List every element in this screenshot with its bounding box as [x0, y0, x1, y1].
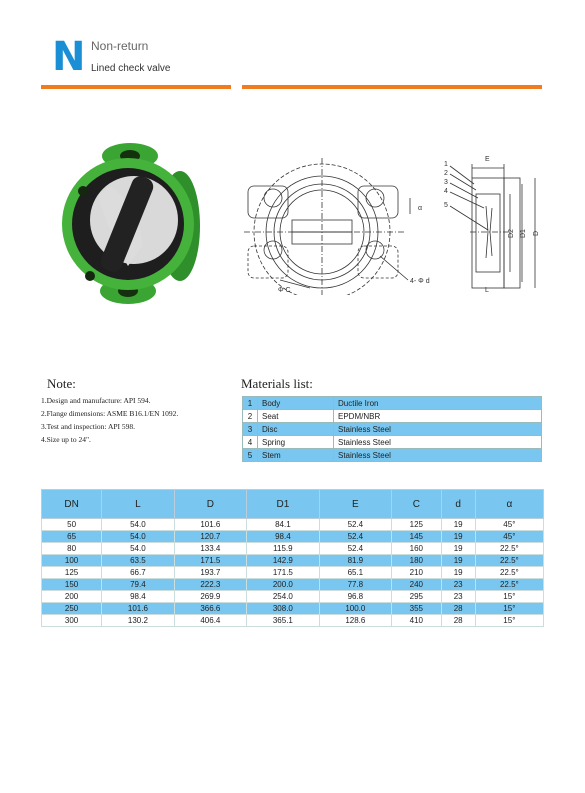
column-header: D	[174, 490, 246, 519]
note-item: 1.Design and manufacture: API 594.	[41, 396, 151, 405]
label-phi-c: Φ C	[278, 287, 291, 294]
table-cell: 54.0	[102, 531, 174, 543]
callout-1: 1	[444, 161, 448, 168]
materials-table	[242, 396, 542, 462]
column-header: C	[392, 490, 441, 519]
table-cell: 66.7	[102, 567, 174, 579]
material-number: 4	[243, 436, 258, 449]
table-cell: 52.4	[319, 531, 391, 543]
material-value: Stainless Steel	[334, 423, 542, 436]
table-row	[42, 531, 544, 543]
table-cell: 65	[42, 531, 102, 543]
table-cell: 22.5°	[475, 543, 543, 555]
material-value: Stainless Steel	[334, 436, 542, 449]
table-cell: 210	[392, 567, 441, 579]
table-cell: 50	[42, 519, 102, 531]
table-cell: 125	[42, 567, 102, 579]
table-cell: 45°	[475, 531, 543, 543]
technical-drawing	[240, 150, 545, 295]
table-cell: 15°	[475, 591, 543, 603]
table-cell: 142.9	[247, 555, 319, 567]
table-cell: 19	[441, 567, 475, 579]
label-l: L	[485, 287, 489, 294]
table-cell: 15°	[475, 603, 543, 615]
material-number: 1	[243, 397, 258, 410]
table-cell: 19	[441, 555, 475, 567]
label-d1: D1	[520, 229, 527, 238]
header-divider-right	[242, 85, 542, 89]
page-title: Non-return	[91, 39, 149, 53]
material-part: Stem	[258, 449, 334, 462]
column-header: L	[102, 490, 174, 519]
table-cell: 300	[42, 615, 102, 627]
column-header: α	[475, 490, 543, 519]
table-cell: 54.0	[102, 543, 174, 555]
table-cell: 54.0	[102, 519, 174, 531]
table-cell: 254.0	[247, 591, 319, 603]
notes-list	[41, 394, 178, 446]
label-d: D	[533, 230, 540, 236]
column-header: D1	[247, 490, 319, 519]
label-e: E	[485, 156, 490, 163]
material-number: 3	[243, 423, 258, 436]
callout-5: 5	[444, 202, 448, 209]
table-cell: 308.0	[247, 603, 319, 615]
table-row	[243, 436, 542, 449]
table-cell: 171.5	[174, 555, 246, 567]
table-cell: 193.7	[174, 567, 246, 579]
notes-title: Note:	[47, 376, 76, 391]
table-cell: 22.5°	[475, 555, 543, 567]
table-cell: 79.4	[102, 579, 174, 591]
table-cell: 100	[42, 555, 102, 567]
table-row	[243, 423, 542, 436]
dimensions-table	[41, 489, 544, 627]
table-cell: 200	[42, 591, 102, 603]
materials-title: Materials list:	[241, 376, 313, 391]
valve-photo	[50, 136, 210, 306]
table-row	[42, 615, 544, 627]
table-row	[42, 543, 544, 555]
table-cell: 96.8	[319, 591, 391, 603]
table-cell: 150	[42, 579, 102, 591]
table-cell: 28	[441, 615, 475, 627]
table-cell: 125	[392, 519, 441, 531]
table-cell: 81.9	[319, 555, 391, 567]
material-part: Seat	[258, 410, 334, 423]
label-bolt-holes: 4- Φ d	[410, 278, 430, 285]
table-cell: 19	[441, 543, 475, 555]
table-row	[42, 555, 544, 567]
table-cell: 22.5°	[475, 567, 543, 579]
table-cell: 222.3	[174, 579, 246, 591]
table-row	[42, 567, 544, 579]
table-cell: 84.1	[247, 519, 319, 531]
front-view	[244, 158, 410, 295]
material-part: Spring	[258, 436, 334, 449]
table-cell: 269.9	[174, 591, 246, 603]
table-cell: 52.4	[319, 543, 391, 555]
table-cell: 15°	[475, 615, 543, 627]
callout-3: 3	[444, 179, 448, 186]
table-cell: 22.5°	[475, 579, 543, 591]
material-value: Stainless Steel	[334, 449, 542, 462]
table-cell: 23	[441, 579, 475, 591]
table-cell: 200.0	[247, 579, 319, 591]
column-header: DN	[42, 490, 102, 519]
table-cell: 100.0	[319, 603, 391, 615]
header-divider-left	[41, 85, 231, 89]
table-row	[42, 591, 544, 603]
table-cell: 295	[392, 591, 441, 603]
table-cell: 98.4	[247, 531, 319, 543]
table-cell: 406.4	[174, 615, 246, 627]
table-cell: 160	[392, 543, 441, 555]
table-row	[243, 449, 542, 462]
table-cell: 98.4	[102, 591, 174, 603]
brand-logo: N	[52, 34, 85, 80]
table-row	[243, 410, 542, 423]
table-cell: 63.5	[102, 555, 174, 567]
table-cell: 355	[392, 603, 441, 615]
column-header: E	[319, 490, 391, 519]
column-header: d	[441, 490, 475, 519]
table-row	[243, 397, 542, 410]
table-header-row	[42, 490, 544, 519]
note-item: 3.Test and inspection: API 598.	[41, 422, 136, 431]
table-cell: 250	[42, 603, 102, 615]
table-cell: 28	[441, 603, 475, 615]
table-cell: 23	[441, 591, 475, 603]
table-cell: 101.6	[174, 519, 246, 531]
table-cell: 120.7	[174, 531, 246, 543]
table-cell: 52.4	[319, 519, 391, 531]
material-part: Body	[258, 397, 334, 410]
table-cell: 365.1	[247, 615, 319, 627]
table-cell: 145	[392, 531, 441, 543]
material-number: 5	[243, 449, 258, 462]
table-cell: 115.9	[247, 543, 319, 555]
table-cell: 410	[392, 615, 441, 627]
table-cell: 240	[392, 579, 441, 591]
table-cell: 19	[441, 531, 475, 543]
table-cell: 180	[392, 555, 441, 567]
table-cell: 171.5	[247, 567, 319, 579]
material-number: 2	[243, 410, 258, 423]
callout-4: 4	[444, 188, 448, 195]
table-cell: 65.1	[319, 567, 391, 579]
callout-2: 2	[444, 170, 448, 177]
table-cell: 77.8	[319, 579, 391, 591]
table-cell: 133.4	[174, 543, 246, 555]
page-subtitle: Lined check valve	[91, 63, 171, 74]
table-row	[42, 579, 544, 591]
table-cell: 366.6	[174, 603, 246, 615]
table-cell: 80	[42, 543, 102, 555]
label-d2: D2	[508, 229, 515, 238]
table-cell: 130.2	[102, 615, 174, 627]
table-row	[42, 519, 544, 531]
table-cell: 19	[441, 519, 475, 531]
label-alpha: α	[418, 205, 423, 212]
table-row	[42, 603, 544, 615]
material-part: Disc	[258, 423, 334, 436]
table-cell: 101.6	[102, 603, 174, 615]
table-cell: 45°	[475, 519, 543, 531]
note-item: 4.Size up to 24".	[41, 435, 91, 444]
material-value: EPDM/NBR	[334, 410, 542, 423]
material-value: Ductile Iron	[334, 397, 542, 410]
note-item: 2.Flange dimensions: ASME B16.1/EN 1092.	[41, 409, 179, 418]
table-cell: 128.6	[319, 615, 391, 627]
